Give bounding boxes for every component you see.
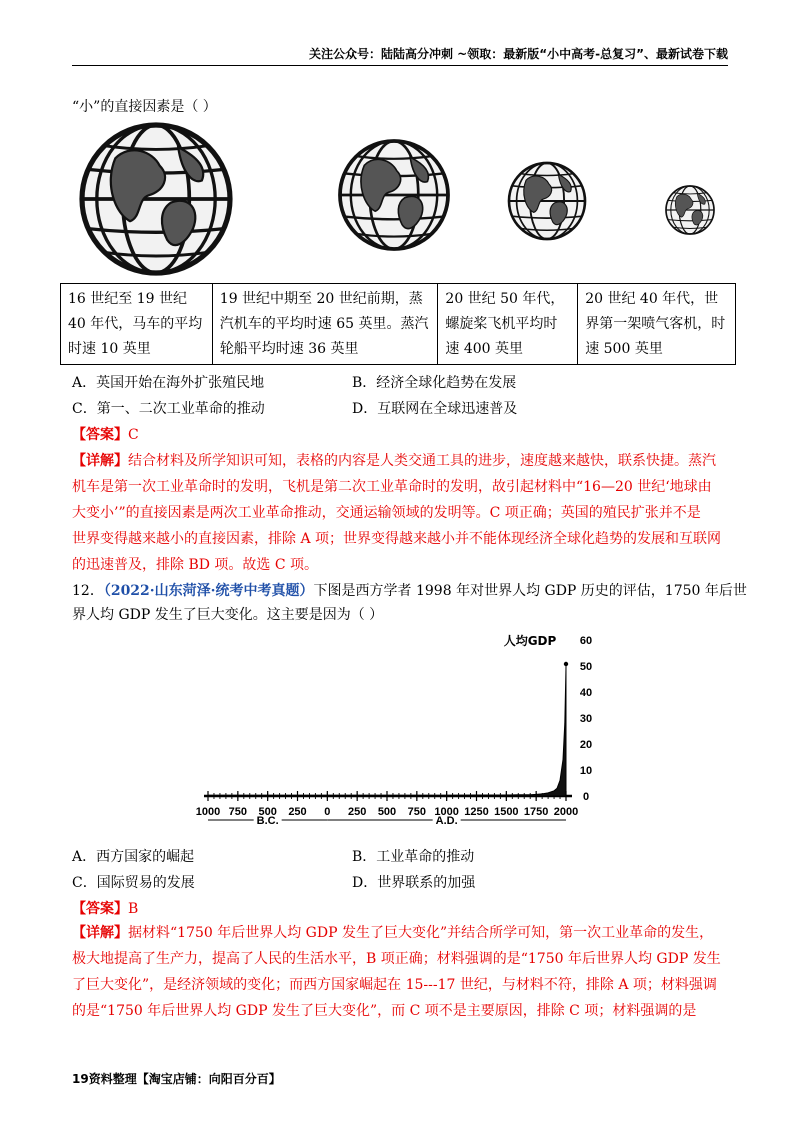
q12-stem-line: 12．（2022·山东菏泽·统考中考真题）下图是西方学者 1998 年对世界人均 GDP 历史的评估，1750 年后世 <box>72 583 747 599</box>
x-tick-label: 1000 <box>196 806 221 818</box>
q11-answer <box>72 424 139 446</box>
globe-medium <box>340 141 448 249</box>
y-tick-label: 50 <box>579 661 593 673</box>
q11-detail-line: 【详解】结合材料及所学知识可知，表格的内容是人类交通工具的进步，速度越来越快，联系快捷。蒸汽 <box>72 453 716 469</box>
answer-value: B <box>128 901 139 917</box>
era-label: A.D. <box>435 815 458 827</box>
table-cell-carriage: 16 世纪至 19 世纪 40 年代，马车的平均时速 10 英里 <box>61 284 213 365</box>
q11-option-a[interactable]: A．英国开始在海外扩张殖民地 <box>72 375 265 391</box>
q12-stem-line: 界人均 GDP 发生了巨大变化。这主要是因为（ ） <box>72 607 384 623</box>
y-tick-label: 0 <box>582 791 590 803</box>
q12-option-d[interactable]: D．世界联系的加强 <box>352 875 476 891</box>
gdp-chart <box>196 628 596 840</box>
table-row <box>61 284 736 365</box>
q12-detail-line: 极大地提高了生产力，提高了人民的生活水平，B 项正确；材料强调的是“1750 年后世界人均 GDP 发生 <box>72 951 721 967</box>
x-tick-label: 750 <box>407 806 427 818</box>
answer-label: 【答案】 <box>72 427 128 443</box>
y-tick-label: 10 <box>579 765 593 777</box>
detail-label: 【详解】 <box>72 453 128 469</box>
y-tick-label: 40 <box>579 687 593 699</box>
q12-number: 12． <box>72 583 104 599</box>
q12-answer <box>72 898 138 920</box>
x-tick-label: 0 <box>324 806 331 818</box>
q11-detail-line: 世界变得越来越小的直接因素，排除 A 项；世界变得越来越小并不能体现经济全球化趋势的发展和互联网 <box>72 531 722 547</box>
y-tick-label: 60 <box>579 635 593 647</box>
y-tick-label: 20 <box>579 739 593 751</box>
q11-detail-line: 大变小’”的直接因素是两次工业革命推动，交通运输领域的发明等。C 项正确；英国的殖民扩张并不是 <box>72 505 701 521</box>
era-label: B.C. <box>256 815 279 827</box>
x-tick-label: 1500 <box>494 806 519 818</box>
y-tick-label: 30 <box>579 713 593 725</box>
q12-detail-line: 的是“1750 年后世界人均 GDP 发生了巨大变化”，而 C 项不是主要原因，排除 C 项；材料强调的是 <box>72 1003 697 1019</box>
table-cell-jet: 20 世纪 40 年代，世界第一架喷气客机，时速 500 英里 <box>578 284 736 365</box>
page-footer: 19资料整理【淘宝店铺：向阳百分百】 <box>72 1072 281 1086</box>
answer-label: 【答案】 <box>72 901 128 917</box>
gdp-area <box>208 666 566 796</box>
answer-value: C <box>128 427 139 443</box>
q11-option-c[interactable]: C．第一、二次工业革命的推动 <box>72 401 265 417</box>
x-tick-label: 1000 <box>434 806 459 818</box>
q11-option-d[interactable]: D．互联网在全球迅速普及 <box>352 401 518 417</box>
q12-option-a[interactable]: A．西方国家的崛起 <box>72 849 195 865</box>
x-tick-label: 250 <box>288 806 307 818</box>
q12-option-c[interactable]: C．国际贸易的发展 <box>72 875 195 891</box>
x-tick-label: 500 <box>377 806 397 818</box>
x-tick-label: 500 <box>258 806 277 818</box>
x-tick-label: 1250 <box>464 806 489 818</box>
globe-small <box>509 163 585 239</box>
x-tick-label: 1750 <box>523 806 549 818</box>
chart-title: 人均GDP <box>503 634 557 648</box>
q11-detail-line: 机车是第一次工业革命时的发明，飞机是第二次工业革命时的发明，故引起材料中“16—20 世纪‘地球由 <box>72 479 712 495</box>
detail-label: 【详解】 <box>72 925 128 941</box>
transport-speed-table <box>60 283 736 365</box>
globe-large <box>82 125 230 273</box>
q12-source: （2022·山东菏泽·统考中考真题） <box>103 583 314 599</box>
q11-stem-tail: “小”的直接因素是（ ） <box>72 99 217 115</box>
q11-detail-line: 的迅速普及，排除 BD 项。故选 C 项。 <box>72 557 319 573</box>
q12-detail-line: 【详解】据材料“1750 年后世界人均 GDP 发生了巨大变化”并结合所学可知，第一次工业革命的发生， <box>72 925 714 941</box>
x-tick-label: 2000 <box>553 806 579 818</box>
page-header: 关注公众号：陆陆高分冲刺 ~领取：最新版“小中高考-总复习”、最新试卷下载 <box>72 44 728 66</box>
gdp-peak-point <box>564 662 568 666</box>
q11-option-b[interactable]: B．经济全球化趋势在发展 <box>352 375 517 391</box>
q12-detail-line: 了巨大变化”，是经济领域的变化；而西方国家崛起在 15---17 世纪，与材料不符，排除 A 项；材料强调 <box>72 977 717 993</box>
shrinking-globes-illustration <box>72 122 728 276</box>
globe-tiny <box>666 186 714 234</box>
table-cell-propeller: 20 世纪 50 年代，螺旋桨飞机平均时速 400 英里 <box>438 284 578 365</box>
x-tick-label: 750 <box>228 806 248 818</box>
x-tick-label: 250 <box>347 806 367 818</box>
q12-option-b[interactable]: B．工业革命的推动 <box>352 849 475 865</box>
table-cell-steam: 19 世纪中期至 20 世纪前期，蒸汽机车的平均时速 65 英里。蒸汽轮船平均时速 36 英里 <box>212 284 438 365</box>
